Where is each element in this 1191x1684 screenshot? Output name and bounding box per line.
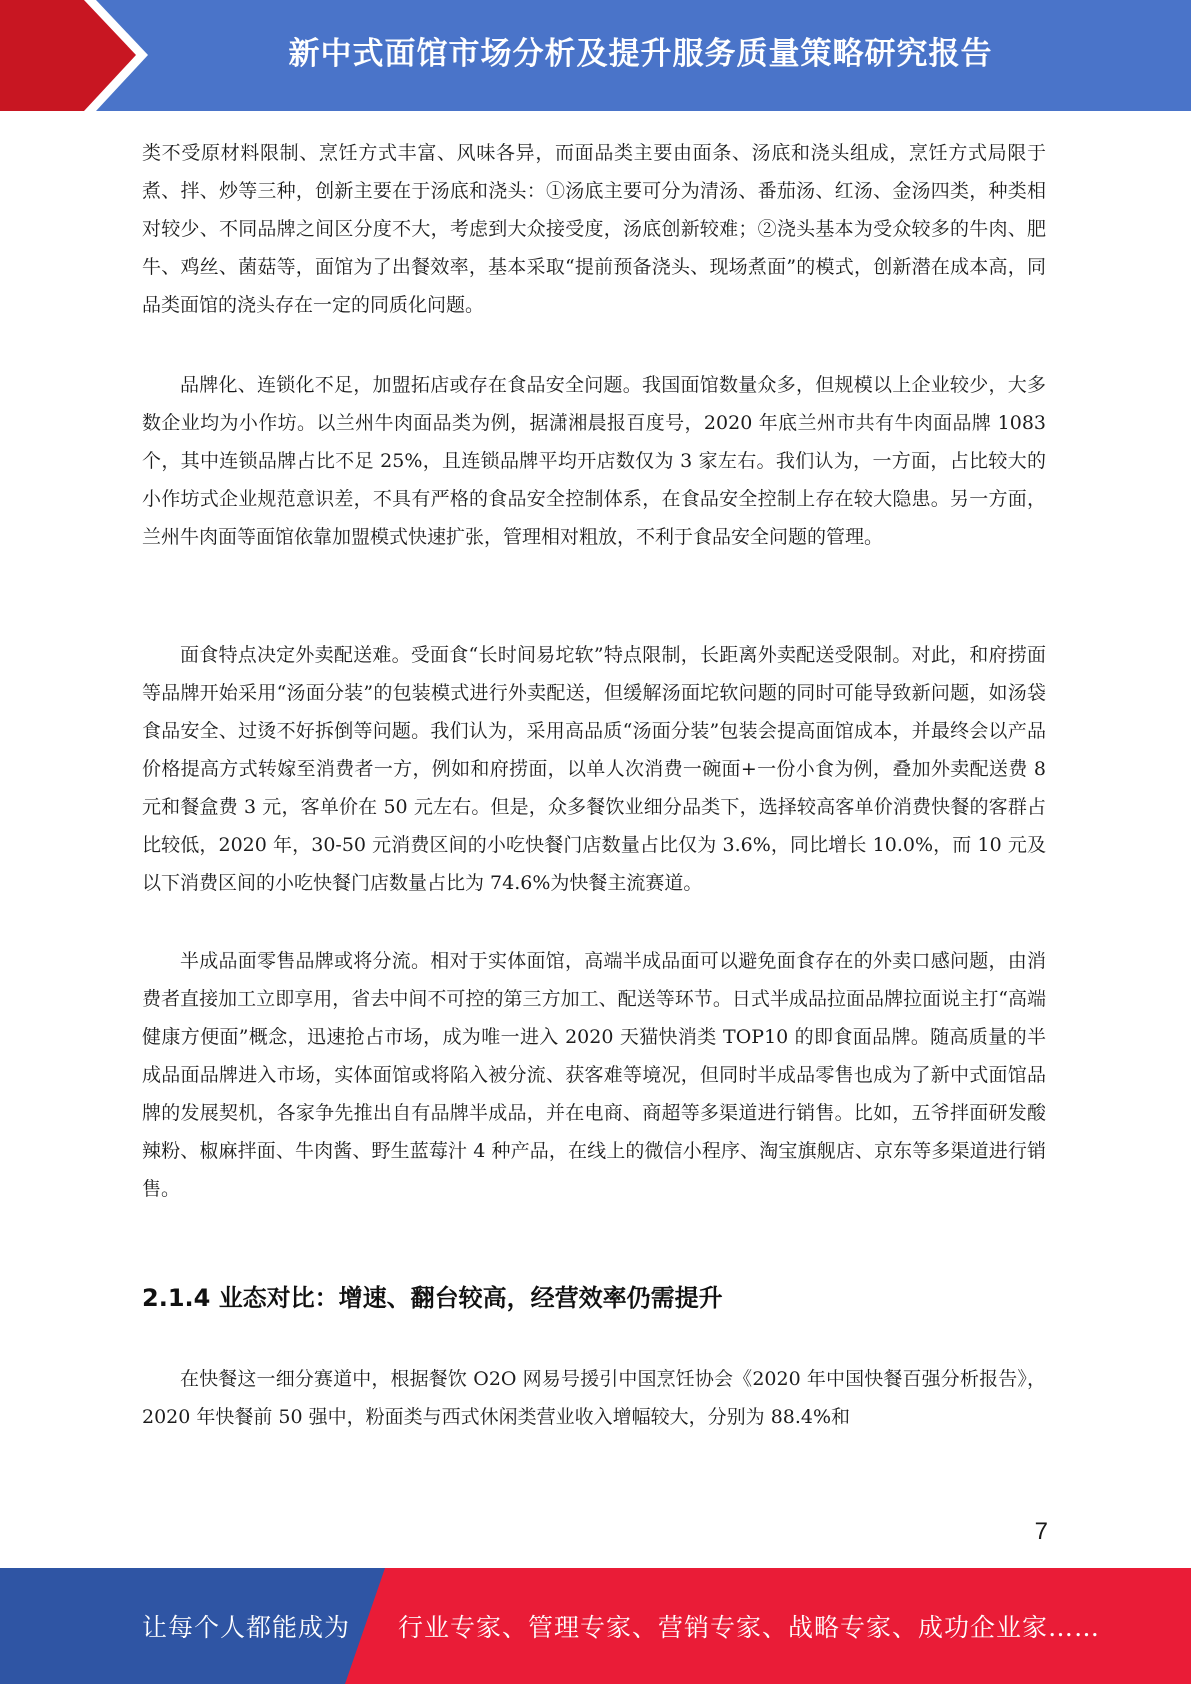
body-paragraph-2: 品牌化、连锁化不足，加盟拓店或存在食品安全问题。我国面馆数量众多，但规模以上企业较少，大多数企业均为小作坊。以兰州牛肉面品类为例，据潇湘晨报百度号，2020 年底兰州市共有牛肉面品牌 1083 个，其中连锁品牌占比不足 25%，且连锁品牌平均开店数仅为 3 家左右。我们认为，一方面，占比较大的小作坊式企业规范意识差，不具有严格的食品安全控制体系，在食品安全控制上存在较大隐患。另一方面，兰州牛肉面等面馆依靠加盟模式快速扩张，管理相对粗放，不利于食品安全问题的管理。 xyxy=(142,374,1046,548)
section-paragraph: 在快餐这一细分赛道中，根据餐饮 O2O 网易号援引中国烹饪协会《2020 年中国快餐百强分析报告》，2020 年快餐前 50 强中，粉面类与西式休闲类营业收入增幅较大，分别为 88.4%和 xyxy=(142,1368,1046,1428)
document-body xyxy=(142,134,1046,1436)
body-paragraph-3: 面食特点决定外卖配送难。受面食“长时间易坨软”特点限制，长距离外卖配送受限制。对此，和府捞面等品牌开始采用“汤面分装”的包装模式进行外卖配送，但缓解汤面坨软问题的同时可能导致新问题，如汤袋食品安全、过烫不好拆倒等问题。我们认为，采用高品质“汤面分装”包装会提高面馆成本，并最终会以产品价格提高方式转嫁至消费者一方，例如和府捞面，以单人次消费一碗面+一份小食为例，叠加外卖配送费 8 元和餐盒费 3 元，客单价在 50 元左右。但是，众多餐饮业细分品类下，选择较高客单价消费快餐的客群占比较低，2020 年，30-50 元消费区间的小吃快餐门店数量占比仅为 3.6%，同比增长 10.0%，而 10 元及以下消费区间的小吃快餐门店数量占比为 74.6%为快餐主流赛道。 xyxy=(142,644,1046,894)
page-header xyxy=(0,0,1191,111)
footer-slogan-left: 让每个人都能成为 xyxy=(142,1613,351,1642)
page-number: 7 xyxy=(1034,1518,1048,1545)
report-title: 新中式面馆市场分析及提升服务质量策略研究报告 xyxy=(288,35,993,72)
body-paragraph-4: 半成品面零售品牌或将分流。相对于实体面馆，高端半成品面可以避免面食存在的外卖口感问题，由消费者直接加工立即享用，省去中间不可控的第三方加工、配送等环节。日式半成品拉面品牌拉面说主打“高端健康方便面”概念，迅速抢占市场，成为唯一进入 2020 天猫快消类 TOP10 的即食面品牌。随高质量的半成品面品牌进入市场，实体面馆或将陷入被分流、获客难等境况，但同时半成品零售也成为了新中式面馆品牌的发展契机，各家争先推出自有品牌半成品，并在电商、商超等多渠道进行销售。比如，五爷拌面研发酸辣粉、椒麻拌面、牛肉酱、野生蓝莓汁 4 种产品，在线上的微信小程序、淘宝旗舰店、京东等多渠道进行销售。 xyxy=(142,950,1046,1200)
footer-slogan-right: 行业专家、管理专家、营销专家、战略专家、成功企业家…… xyxy=(398,1613,1101,1642)
page-footer xyxy=(0,1568,1191,1684)
section-heading: 2.1.4 业态对比：增速、翻台较高，经营效率仍需提升 xyxy=(142,1284,723,1312)
body-paragraph-1: 类不受原材料限制、烹饪方式丰富、风味各异，而面品类主要由面条、汤底和浇头组成，烹饪方式局限于煮、拌、炒等三种，创新主要在于汤底和浇头：①汤底主要可分为清汤、番茄汤、红汤、金汤四类，种类相对较少、不同品牌之间区分度不大，考虑到大众接受度，汤底创新较难；②浇头基本为受众较多的牛肉、肥牛、鸡丝、菌菇等，面馆为了出餐效率，基本采取“提前预备浇头、现场煮面”的模式，创新潜在成本高，同品类面馆的浇头存在一定的同质化问题。 xyxy=(142,142,1046,316)
